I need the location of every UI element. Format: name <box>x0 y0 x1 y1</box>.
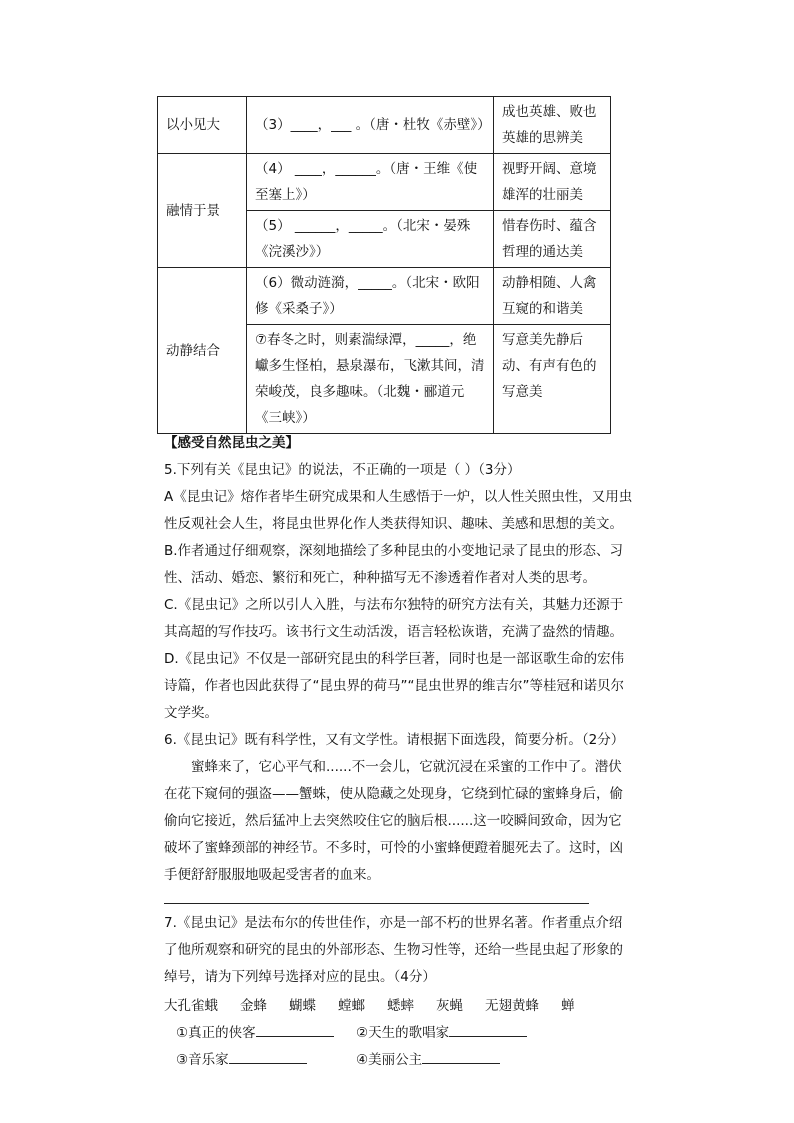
nickname-label: ④美丽公主 <box>356 1052 423 1068</box>
nickname-item <box>176 1047 356 1074</box>
category-cell: 以小见大 <box>158 97 247 154</box>
beauty-cell: 写意美先静后动、有声有色的写意美 <box>494 325 611 434</box>
nickname-blanks <box>164 1020 634 1074</box>
section-title: 【感受自然昆虫之美】 <box>164 435 299 451</box>
fill-blank[interactable] <box>449 1022 527 1037</box>
category-cell: 动静结合 <box>158 268 247 434</box>
insect-option: 大孔雀蛾 <box>164 998 218 1014</box>
table-row <box>158 97 611 154</box>
beauty-cell: 惜春伤时、蕴含哲理的通达美 <box>494 211 611 268</box>
fill-blank[interactable] <box>422 1049 500 1064</box>
insect-option: 螳螂 <box>338 998 365 1014</box>
question-content <box>164 430 634 1074</box>
q5-option-c: C.《昆虫记》之所以引人入胜，与法布尔独特的研究方法有关，其魅力还源于其高超的写作技巧。该书行文生动活泼，语言轻松诙谐，充满了盎然的情趣。 <box>164 597 624 640</box>
poem-cell: （6）微动涟漪，_____。（北宋・欧阳修《采桑子》） <box>247 268 494 325</box>
poem-cell: （5） ______，_____。（北宋・晏殊《浣溪沙》） <box>247 211 494 268</box>
q5-stem: 5.下列有关《昆虫记》的说法，不正确的一项是（ ）（3分） <box>164 462 521 478</box>
nickname-item <box>176 1020 356 1047</box>
q6-passage: 蜜蜂来了，它心平气和......不一会儿，它就沉浸在采蜜的工作中了。潜伏在花下窥伺的强盗——蟹蛛，使从隐藏之处现身，它绕到忙碌的蜜蜂身后，偷偷向它接近，然后猛冲上去突然咬住它的脑后根......这一咬瞬间致命，因为它破坏了蜜蜂颈部的神经节。不多时，可怜的小蜜蜂便蹬着腿死去了。这时，凶手便舒舒服服地吸起受害者的血来。 <box>164 759 623 883</box>
table-row <box>158 154 611 211</box>
q5-option-d: D.《昆虫记》不仅是一部研究昆虫的科学巨著，同时也是一部讴歌生命的宏伟诗篇，作者也因此获得了“昆虫界的荷马”“昆虫世界的维吉尔”等桂冠和诺贝尔文学奖。 <box>164 651 625 721</box>
poem-cell: （3）____，___ 。（唐・杜牧《赤壁》） <box>247 97 494 154</box>
q5-option-b: B.作者通过仔细观察，深刻地描绘了多种昆虫的小变地记录了昆虫的形态、习性、活动、婚恋、繁衍和死亡，种种描写无不渗透着作者对人类的思考。 <box>164 543 624 586</box>
q6-stem: 6.《昆虫记》既有科学性，又有文学性。请根据下面选段，简要分析。（2分） <box>164 732 625 748</box>
insect-option: 蝉 <box>561 998 575 1014</box>
nickname-item <box>356 1047 536 1074</box>
beauty-cell: 动静相随、人禽互窥的和谐美 <box>494 268 611 325</box>
table-row <box>158 268 611 325</box>
beauty-cell: 成也英雄、败也英雄的思辨美 <box>494 97 611 154</box>
insect-option: 金蜂 <box>240 998 267 1014</box>
fill-blank[interactable] <box>256 1022 334 1037</box>
poetry-beauty-table <box>157 96 611 434</box>
poem-cell: （4） ____，______。（唐・王维《使至塞上》） <box>247 154 494 211</box>
answer-line[interactable] <box>164 889 589 904</box>
q7-stem: 7.《昆虫记》是法布尔的传世佳作，亦是一部不朽的世界名著。作者重点介绍了他所观察和研究的昆虫的外部形态、生物习性等，还给一些昆虫起了形象的绰号，请为下列绰号选择对应的昆虫。（4分） <box>164 915 623 985</box>
q5-option-a: A《昆虫记》熔作者毕生研究成果和人生感悟于一炉，以人性关照虫性，又用虫性反观社会人生，将昆虫世界化作人类获得知识、趣味、美感和思想的美文。 <box>164 489 633 532</box>
nickname-label: ③音乐家 <box>176 1052 229 1068</box>
nickname-item <box>356 1020 536 1047</box>
insect-option: 蟋蟀 <box>387 998 414 1014</box>
category-cell: 融情于景 <box>158 154 247 268</box>
nickname-label: ①真正的侠客 <box>176 1025 256 1041</box>
insect-option: 蝴蝶 <box>289 998 316 1014</box>
insect-option: 无翅黄蜂 <box>485 998 539 1014</box>
insect-list <box>164 993 634 1020</box>
nickname-label: ②天生的歌唱家 <box>356 1025 450 1041</box>
insect-option: 灰蝇 <box>436 998 463 1014</box>
poem-cell: ⑦春冬之时，则素湍绿潭，_____，绝巘多生怪柏，悬泉瀑布，飞漱其间，清荣峻茂，良多趣味。（北魏・郦道元《三峡》） <box>247 325 494 434</box>
beauty-cell: 视野开阔、意境雄浑的壮丽美 <box>494 154 611 211</box>
fill-blank[interactable] <box>229 1049 307 1064</box>
